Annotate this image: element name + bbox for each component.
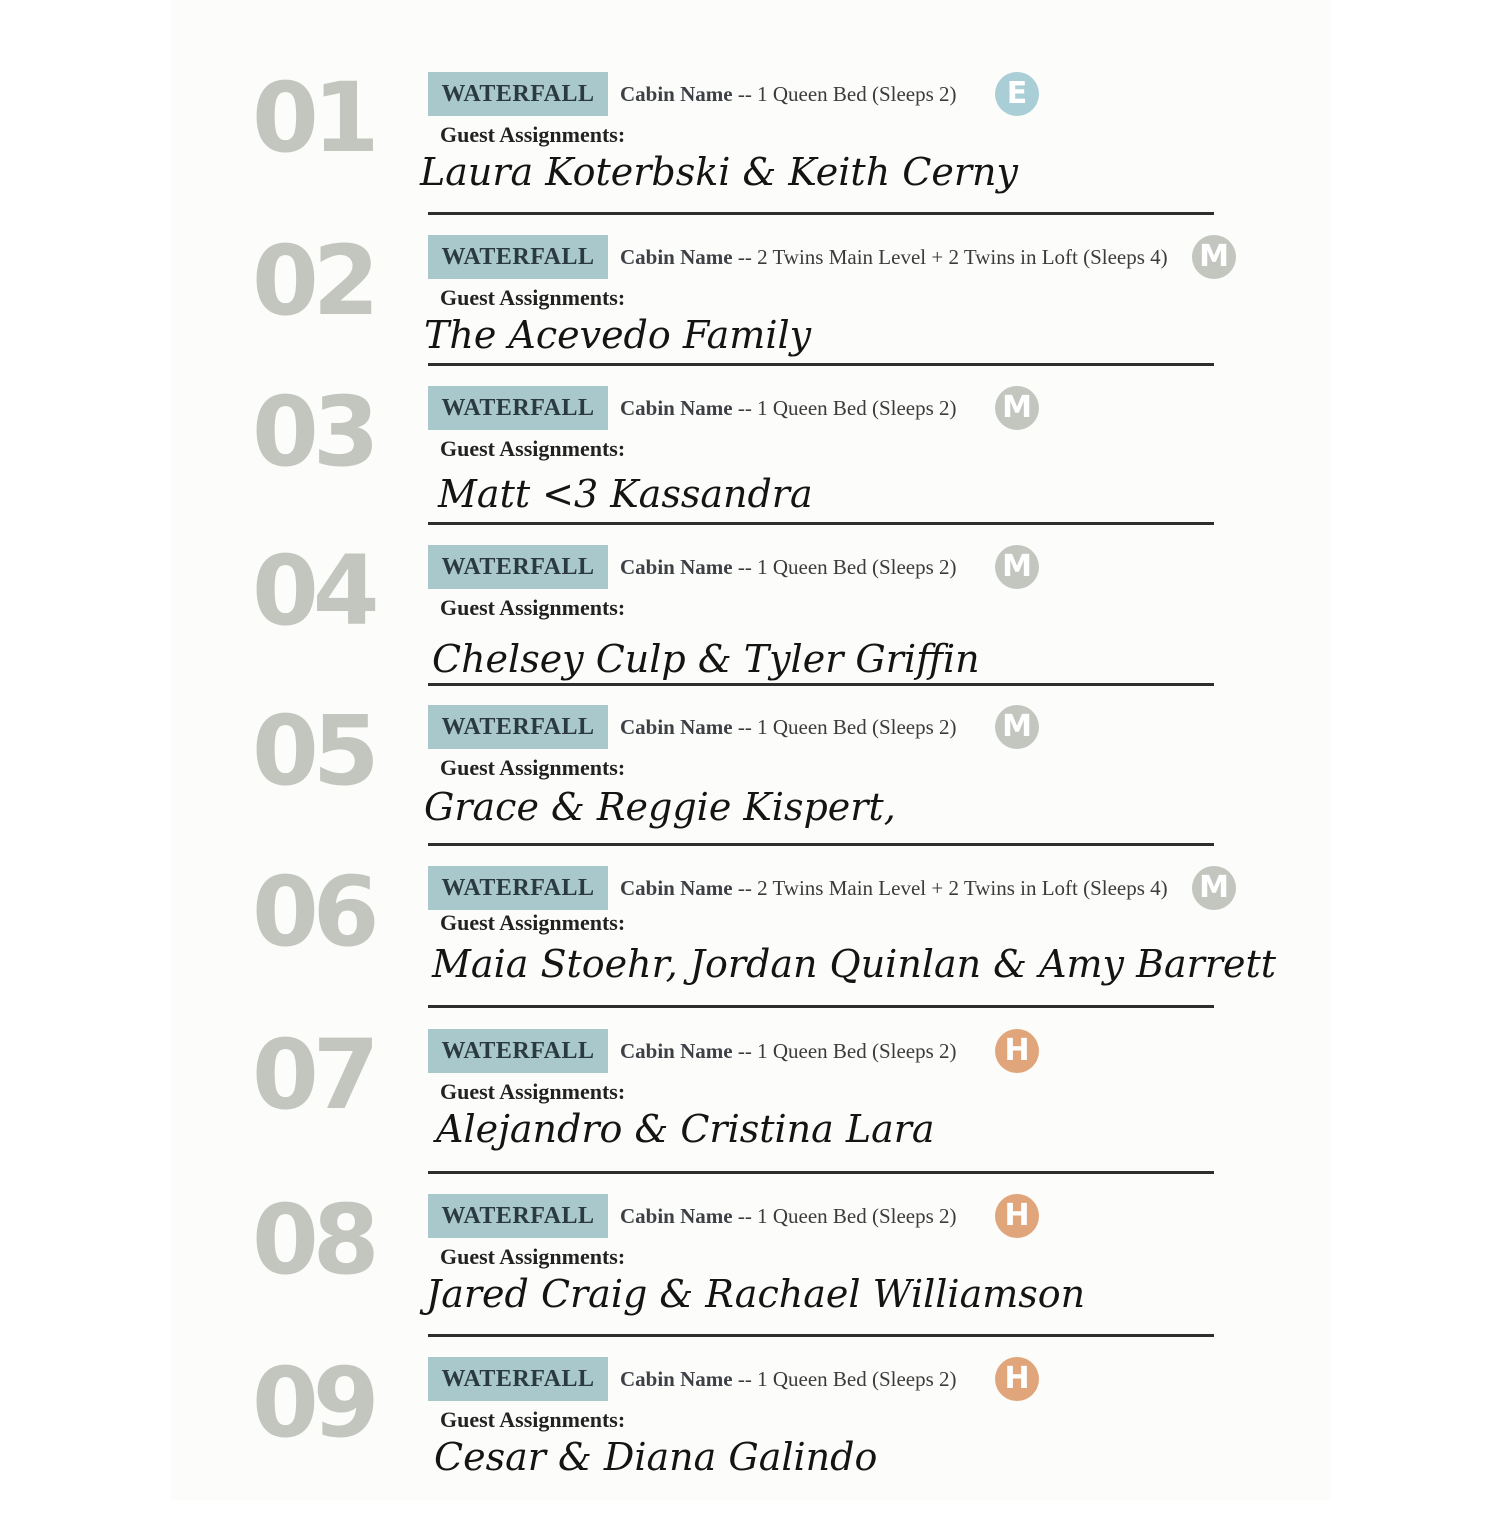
- cabin-name-label: Cabin Name: [620, 1204, 733, 1228]
- level-badge-icon: M: [995, 386, 1039, 430]
- cabin-entry: [170, 1019, 1330, 1189]
- guest-names: Cesar & Diana Galindo: [434, 1435, 878, 1479]
- cabin-bed-detail: -- 1 Queen Bed (Sleeps 2): [732, 715, 957, 739]
- guest-assignments-label: Guest Assignments:: [440, 1079, 626, 1104]
- entry-number: 07: [252, 1019, 374, 1131]
- cabin-badge: WATERFALL: [428, 1357, 608, 1401]
- cabin-description: [620, 235, 1168, 279]
- guest-names: The Acevedo Family: [424, 313, 812, 357]
- cabin-badge: WATERFALL: [428, 1029, 608, 1073]
- cabin-badge: WATERFALL: [428, 1194, 608, 1238]
- entry-number: 05: [252, 695, 374, 807]
- divider-rule: [428, 522, 1214, 525]
- cabin-badge: WATERFALL: [428, 705, 608, 749]
- divider-rule: [428, 1334, 1214, 1337]
- cabin-name-label: Cabin Name: [620, 245, 733, 269]
- guest-assignments-label: Guest Assignments:: [440, 910, 626, 935]
- guest-assignments-label: Guest Assignments:: [440, 285, 626, 310]
- divider-rule: [428, 363, 1214, 366]
- divider-rule: [428, 1005, 1214, 1008]
- cabin-bed-detail: -- 1 Queen Bed (Sleeps 2): [732, 82, 957, 106]
- cabin-bed-detail: -- 1 Queen Bed (Sleeps 2): [732, 1204, 957, 1228]
- guest-names: Chelsey Culp & Tyler Griffin: [432, 637, 980, 681]
- level-badge-icon: H: [995, 1357, 1039, 1401]
- cabin-name-label: Cabin Name: [620, 555, 733, 579]
- entry-number: 01: [252, 62, 374, 174]
- level-badge-icon: H: [995, 1194, 1039, 1238]
- cabin-bed-detail: -- 1 Queen Bed (Sleeps 2): [732, 1367, 957, 1391]
- guest-names: Jared Craig & Rachael Williamson: [426, 1272, 1086, 1316]
- divider-rule: [428, 1171, 1214, 1174]
- level-badge-icon: M: [995, 545, 1039, 589]
- guest-assignments-label: Guest Assignments:: [440, 595, 626, 620]
- cabin-bed-detail: -- 2 Twins Main Level + 2 Twins in Loft (Sleeps 4): [732, 245, 1168, 269]
- cabin-description: [620, 1194, 957, 1238]
- entry-number: 02: [252, 225, 374, 337]
- cabin-entry: [170, 62, 1330, 232]
- cabin-description: [620, 72, 957, 116]
- divider-rule: [428, 843, 1214, 846]
- guest-assignments-label: Guest Assignments:: [440, 122, 626, 147]
- guest-names: Laura Koterbski & Keith Cerny: [420, 150, 1018, 194]
- guest-assignments-label: Guest Assignments:: [440, 436, 626, 461]
- guest-assignments-label: Guest Assignments:: [440, 755, 626, 780]
- cabin-entry: [170, 1184, 1330, 1354]
- guest-assignments-label: Guest Assignments:: [440, 1407, 626, 1432]
- cabin-bed-detail: -- 1 Queen Bed (Sleeps 2): [732, 396, 957, 420]
- level-badge-icon: M: [1192, 235, 1236, 279]
- level-badge-icon: E: [995, 72, 1039, 116]
- cabin-description: [620, 1029, 957, 1073]
- cabin-name-label: Cabin Name: [620, 1039, 733, 1063]
- cabin-name-label: Cabin Name: [620, 876, 733, 900]
- cabin-description: [620, 1357, 957, 1401]
- cabin-entry: [170, 695, 1330, 865]
- entry-number: 09: [252, 1347, 374, 1459]
- cabin-bed-detail: -- 1 Queen Bed (Sleeps 2): [732, 1039, 957, 1063]
- cabin-name-label: Cabin Name: [620, 396, 733, 420]
- cabin-entry: [170, 856, 1330, 1026]
- cabin-entry: [170, 535, 1330, 705]
- guest-assignments-label: Guest Assignments:: [440, 1244, 626, 1269]
- entry-number: 06: [252, 856, 374, 968]
- guest-names: Alejandro & Cristina Lara: [436, 1107, 935, 1151]
- cabin-entry: [170, 1347, 1330, 1517]
- cabin-name-label: Cabin Name: [620, 1367, 733, 1391]
- level-badge-icon: H: [995, 1029, 1039, 1073]
- cabin-entry: [170, 225, 1330, 395]
- level-badge-icon: M: [1192, 866, 1236, 910]
- cabin-name-label: Cabin Name: [620, 715, 733, 739]
- cabin-description: [620, 386, 957, 430]
- cabin-badge: WATERFALL: [428, 545, 608, 589]
- cabin-badge: WATERFALL: [428, 866, 608, 910]
- room-assignment-sheet: [170, 0, 1330, 1500]
- guest-names: Maia Stoehr, Jordan Quinlan & Amy Barrett: [432, 942, 1277, 986]
- cabin-badge: WATERFALL: [428, 386, 608, 430]
- cabin-badge: WATERFALL: [428, 235, 608, 279]
- cabin-description: [620, 866, 1168, 910]
- guest-names: Grace & Reggie Kispert,: [424, 785, 896, 829]
- cabin-name-label: Cabin Name: [620, 82, 733, 106]
- level-badge-icon: M: [995, 705, 1039, 749]
- cabin-badge: WATERFALL: [428, 72, 608, 116]
- cabin-bed-detail: -- 1 Queen Bed (Sleeps 2): [732, 555, 957, 579]
- divider-rule: [428, 212, 1214, 215]
- divider-rule: [428, 683, 1214, 686]
- cabin-description: [620, 705, 957, 749]
- cabin-bed-detail: -- 2 Twins Main Level + 2 Twins in Loft (Sleeps 4): [732, 876, 1168, 900]
- guest-names: Matt <3 Kassandra: [438, 472, 813, 516]
- entry-number: 08: [252, 1184, 374, 1296]
- cabin-description: [620, 545, 957, 589]
- entry-number: 04: [252, 535, 374, 647]
- cabin-entry: [170, 376, 1330, 546]
- entry-number: 03: [252, 376, 374, 488]
